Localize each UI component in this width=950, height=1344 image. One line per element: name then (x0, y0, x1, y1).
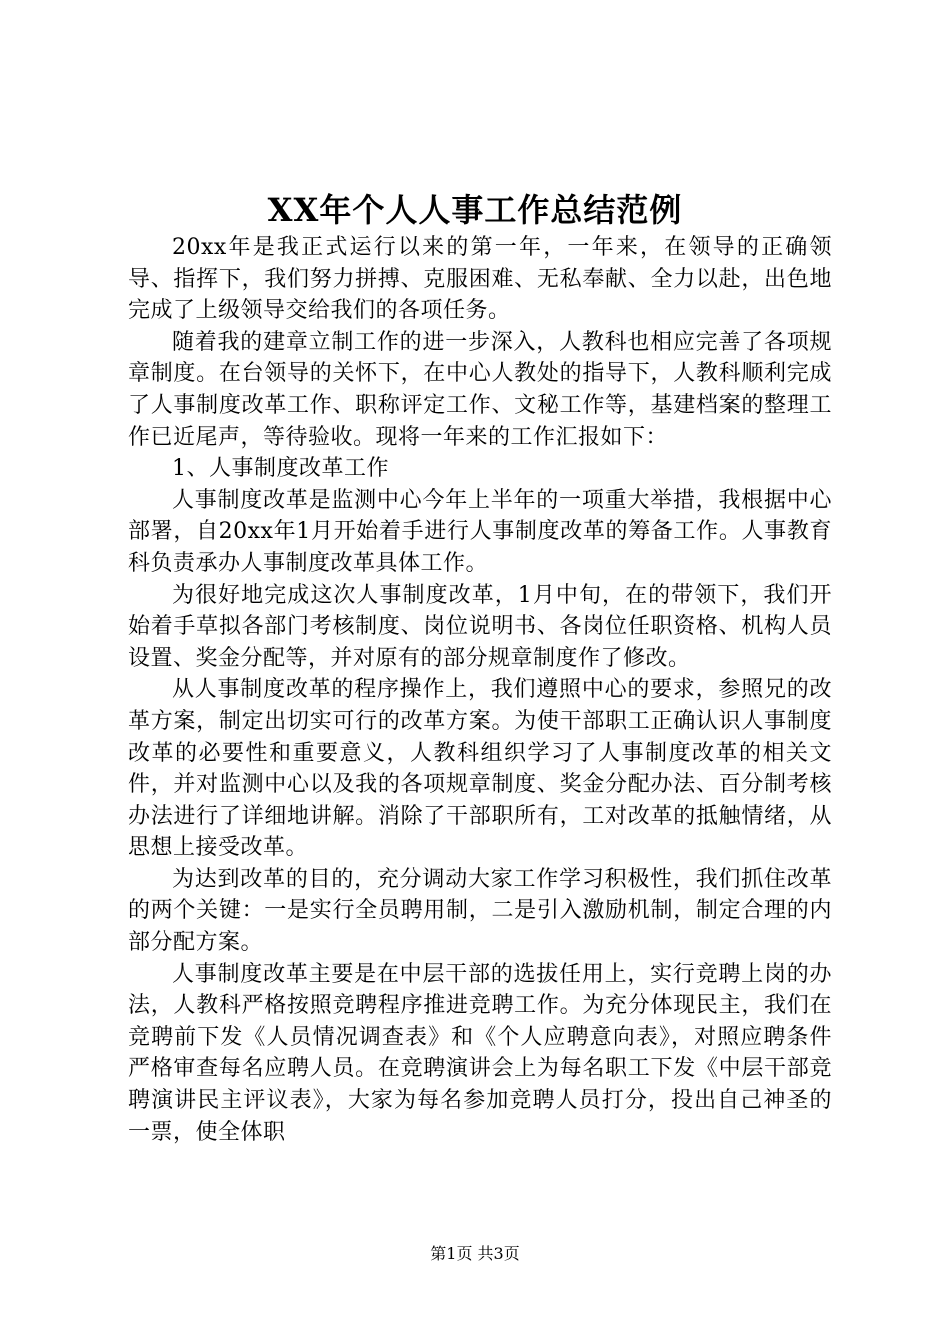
paragraph: 随着我的建章立制工作的进一步深入，人教科也相应完善了各项规章制度。在台领导的关怀下，在中心人教处的指导下，人教科顺利完成了人事制度改革工作、职称评定工作、文秘工作等，基建档案的整理工作已近尾声，等待验收。现将一年来的工作汇报如下： (128, 329, 832, 450)
paragraph: 20xx年是我正式运行以来的第一年，一年来，在领导的正确领导、指挥下，我们努力拼搏、克服困难、无私奉献、全力以赴，出色地完成了上级领导交给我们的各项任务。 (128, 235, 832, 324)
document-title: XX年个人人事工作总结范例 (267, 191, 683, 229)
document-body (128, 232, 832, 1148)
paragraph: 为很好地完成这次人事制度改革，1月中旬，在的带领下，我们开始着手草拟各部门考核制度、岗位说明书、各岗位任职资格、机构人员设置、奖金分配等，并对原有的部分规章制度作了修改。 (128, 582, 832, 671)
section-heading: 1、人事制度改革工作 (172, 456, 389, 482)
paragraph: 为达到改革的目的，充分调动大家工作学习积极性，我们抓住改革的两个关键：一是实行全员聘用制，二是引入激励机制，制定合理的内部分配方案。 (128, 866, 832, 956)
paragraph: 人事制度改革主要是在中层干部的选拔任用上，实行竞聘上岗的办法，人教科严格按照竞聘程序推进竞聘工作。为充分体现民主，我们在竞聘前下发《人员情况调查表》和《个人应聘意向表》，对照应聘条件严格审查每名应聘人员。在竞聘演讲会上为每名职工下发《中层干部竞聘演讲民主评议表》，大家为每名参加竞聘人员打分，投出自己神圣的一票，使全体职 (128, 961, 832, 1145)
page-footer: 第1页 共3页 (430, 1244, 520, 1263)
paragraph: 从人事制度改革的程序操作上，我们遵照中心的要求，参照兄的改革方案，制定出切实可行的改革方案。为使干部职工正确认识人事制度改革的必要性和重要意义，人教科组织学习了人事制度改革的相关文件，并对监测中心以及我的各项规章制度、奖金分配办法、百分制考核办法进行了详细地讲解。消除了干部职所有，工对改革的抵触情绪，从思想上接受改革。 (128, 677, 832, 861)
paragraph: 人事制度改革是监测中心今年上半年的一项重大举措，我根据中心部署，自20xx年1月开始着手进行人事制度改革的筹备工作。人事教育科负责承办人事制度改革具体工作。 (128, 487, 832, 576)
